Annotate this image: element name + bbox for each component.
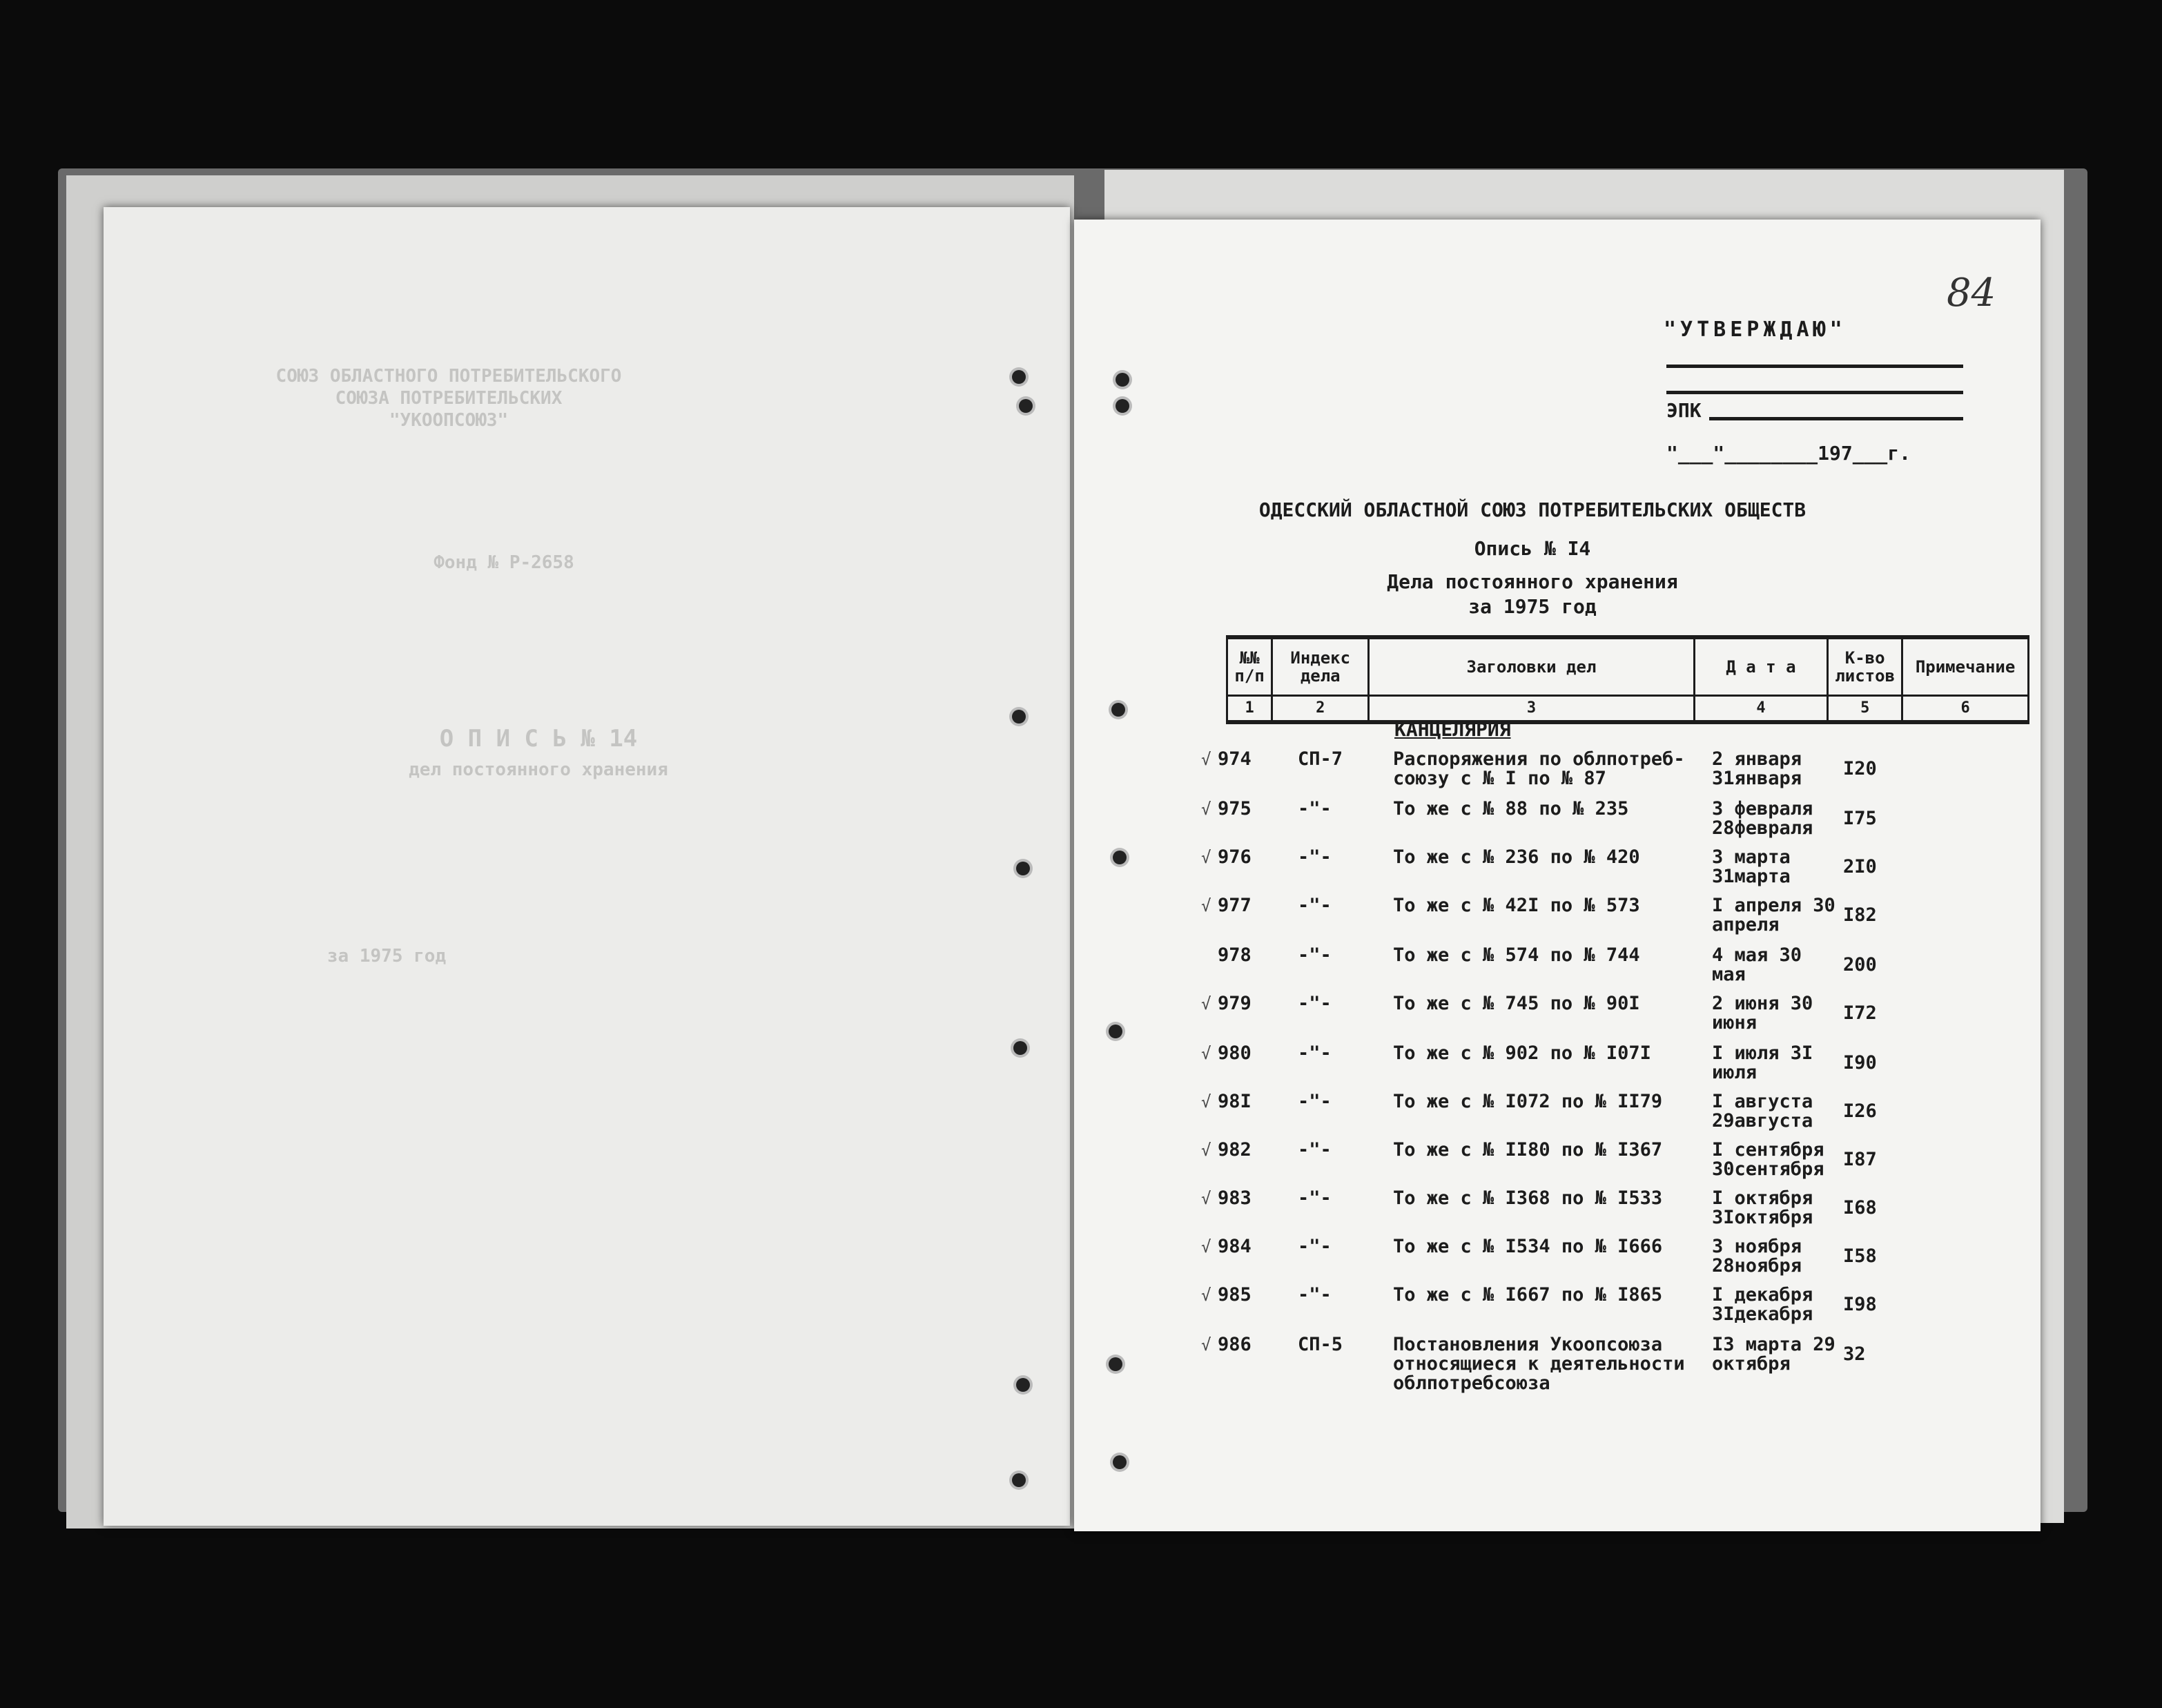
item-index: -"-	[1298, 846, 1332, 868]
check-mark: √	[1201, 896, 1211, 915]
signature-line	[1666, 365, 1963, 368]
faint-inventory-title: О П И С Ь № 14	[439, 725, 638, 753]
item-title: То же с № I072 по № II79	[1393, 1091, 1663, 1112]
table-row	[1201, 1285, 2029, 1331]
item-title: То же с № 42I по № 573	[1393, 895, 1640, 916]
item-number: 980	[1218, 1042, 1252, 1064]
item-title: То же с № II80 по № I367	[1393, 1139, 1663, 1161]
table-row	[1201, 946, 2029, 991]
item-sheet-count: I68	[1843, 1197, 1877, 1219]
ezk-line	[1709, 417, 1963, 420]
check-mark: √	[1201, 848, 1211, 867]
item-date: I июля 3I июля	[1712, 1042, 1813, 1083]
check-mark: √	[1201, 1092, 1211, 1112]
item-date: 4 мая 30 мая	[1712, 944, 1802, 985]
binding-hole	[1016, 1378, 1030, 1392]
item-sheet-count: 2I0	[1843, 856, 1877, 877]
item-title: То же с № I368 по № I533	[1393, 1187, 1663, 1209]
faint-year: за 1975 год	[327, 946, 447, 967]
item-index: -"-	[1298, 944, 1332, 966]
col-header-note: Примечание	[1902, 637, 2029, 696]
table-row	[1201, 896, 2029, 942]
binding-hole	[1113, 1455, 1127, 1469]
item-sheet-count: I20	[1843, 758, 1877, 779]
item-number: 98I	[1218, 1091, 1252, 1112]
check-mark: √	[1201, 1189, 1211, 1208]
item-number: 986	[1218, 1334, 1252, 1355]
item-number: 977	[1218, 895, 1252, 916]
table-row	[1201, 1092, 2029, 1138]
item-number: 975	[1218, 798, 1252, 819]
table-row	[1201, 994, 2029, 1040]
inventory-category: Дела постоянного хранения	[1387, 570, 1678, 593]
item-date: I3 марта 29 октября	[1712, 1334, 1835, 1375]
faint-header-line-2: СОЮЗА ПОТРЕБИТЕЛЬСКИХ	[335, 388, 563, 409]
approval-stamp: "УТВЕРЖДАЮ"	[1664, 318, 1847, 342]
table-row	[1201, 1189, 2029, 1234]
table-row	[1201, 1237, 2029, 1283]
item-date: 3 марта 31марта	[1712, 846, 1791, 887]
signature-line	[1666, 391, 1963, 394]
col-number-1: 1	[1227, 696, 1272, 723]
binding-hole	[1111, 703, 1125, 717]
item-index: -"-	[1298, 1042, 1332, 1064]
item-sheet-count: 32	[1843, 1343, 1866, 1365]
check-mark: √	[1201, 750, 1211, 769]
item-sheet-count: I82	[1843, 904, 1877, 926]
faint-header-line-1: СОЮЗ ОБЛАСТНОГО ПОТРЕБИТЕЛЬСКОГО	[275, 366, 622, 387]
table-row	[1201, 1335, 2029, 1404]
check-mark: √	[1201, 1044, 1211, 1063]
item-number: 983	[1218, 1187, 1252, 1209]
item-number: 982	[1218, 1139, 1252, 1161]
col-number-5: 5	[1828, 696, 1902, 723]
binding-hole	[1019, 399, 1033, 413]
check-mark: √	[1201, 1335, 1211, 1355]
item-date: I октября 3Iоктября	[1712, 1187, 1813, 1228]
item-index: СП-7	[1298, 748, 1343, 770]
item-number: 984	[1218, 1236, 1252, 1257]
page-number: 84	[1947, 271, 1996, 316]
item-title: То же с № 236 по № 420	[1393, 846, 1640, 868]
item-sheet-count: I26	[1843, 1100, 1877, 1122]
item-number: 978	[1218, 944, 1252, 966]
item-index: -"-	[1298, 895, 1332, 916]
item-index: -"-	[1298, 1284, 1332, 1306]
item-index: СП-5	[1298, 1334, 1343, 1355]
approval-date-line: "___"________197___г.	[1666, 442, 1911, 465]
item-sheet-count: I58	[1843, 1245, 1877, 1267]
item-sheet-count: I72	[1843, 1002, 1877, 1024]
binding-hole	[1012, 1473, 1026, 1487]
item-number: 974	[1218, 748, 1252, 770]
item-date: 3 февраля 28февраля	[1712, 798, 1813, 839]
item-index: -"-	[1298, 798, 1332, 819]
table-row	[1201, 1044, 2029, 1089]
item-number: 985	[1218, 1284, 1252, 1306]
faint-fond: Фонд № Р-2658	[434, 552, 574, 573]
item-index: -"-	[1298, 1187, 1332, 1209]
binding-hole	[1116, 373, 1129, 387]
item-title: То же с № I534 по № I666	[1393, 1236, 1663, 1257]
col-header-index: Индекс дела	[1272, 637, 1369, 696]
table-row	[1201, 799, 2029, 845]
inventory-number: Опись № I4	[1474, 537, 1591, 560]
col-header-number: №№ п/п	[1227, 637, 1272, 696]
faint-header-line-3: "УКООПСОЮЗ"	[389, 410, 509, 431]
check-mark: √	[1201, 994, 1211, 1013]
item-number: 979	[1218, 993, 1252, 1014]
item-date: I декабря 3Iдекабря	[1712, 1284, 1813, 1325]
section-heading: КАНЦЕЛЯРИЯ	[1394, 718, 1511, 741]
col-header-sheets: К-во листов	[1828, 637, 1902, 696]
item-sheet-count: I75	[1843, 808, 1877, 829]
binding-hole	[1016, 862, 1030, 875]
ezk-label: ЭПК	[1666, 399, 1702, 422]
col-number-3: 3	[1369, 696, 1694, 723]
organization-title: ОДЕССКИЙ ОБЛАСТНОЙ СОЮЗ ПОТРЕБИТЕЛЬСКИХ ОБЩЕСТВ	[1258, 498, 1806, 521]
item-sheet-count: I90	[1843, 1052, 1877, 1074]
item-title: То же с № 745 по № 90I	[1393, 993, 1640, 1014]
table-row	[1201, 848, 2029, 893]
item-date: 2 июня 30 июня	[1712, 993, 1813, 1033]
col-number-2: 2	[1272, 696, 1369, 723]
left-page	[104, 207, 1070, 1526]
col-header-title: Заголовки дел	[1369, 637, 1694, 696]
item-sheet-count: 200	[1843, 954, 1877, 976]
item-date: 2 января 31января	[1712, 748, 1802, 789]
item-date: I апреля 30 апреля	[1712, 895, 1835, 935]
inventory-year: за 1975 год	[1468, 595, 1597, 618]
col-header-date: Д а т а	[1694, 637, 1828, 696]
item-title: То же с № 574 по № 744	[1393, 944, 1640, 966]
check-mark: √	[1201, 1285, 1211, 1305]
table-row	[1201, 750, 2029, 795]
binding-hole	[1116, 399, 1129, 413]
item-sheet-count: I98	[1843, 1294, 1877, 1315]
col-number-4: 4	[1694, 696, 1828, 723]
check-mark: √	[1201, 799, 1211, 819]
register-table-header	[1226, 635, 2029, 724]
check-mark: √	[1201, 1141, 1211, 1160]
binding-hole	[1113, 851, 1127, 864]
item-date: I августа 29августа	[1712, 1091, 1813, 1132]
binding-hole	[1109, 1025, 1122, 1038]
col-number-6: 6	[1902, 696, 2029, 723]
binding-hole	[1012, 710, 1026, 724]
item-date: 3 ноября 28ноября	[1712, 1236, 1802, 1277]
table-row	[1201, 1141, 2029, 1186]
item-sheet-count: I87	[1843, 1149, 1877, 1170]
binding-hole	[1109, 1357, 1122, 1371]
faint-inventory-subtitle: дел постоянного хранения	[409, 759, 668, 780]
binding-hole	[1013, 1041, 1027, 1055]
item-index: -"-	[1298, 1139, 1332, 1161]
item-title: Постановления Укоопсоюза относящиеся к деятельности облпотребсоюза	[1393, 1334, 1685, 1394]
item-date: I сентября 30сентября	[1712, 1139, 1824, 1180]
item-title: То же с № 902 по № I07I	[1393, 1042, 1651, 1064]
item-title: То же с № 88 по № 235	[1393, 798, 1629, 819]
binding-hole	[1012, 370, 1026, 384]
item-number: 976	[1218, 846, 1252, 868]
check-mark: √	[1201, 1237, 1211, 1256]
item-title: То же с № I667 по № I865	[1393, 1284, 1663, 1306]
item-index: -"-	[1298, 993, 1332, 1014]
item-index: -"-	[1298, 1236, 1332, 1257]
item-title: Распоряжения по облпотреб-союзу с № I по № 87	[1393, 748, 1685, 789]
item-index: -"-	[1298, 1091, 1332, 1112]
